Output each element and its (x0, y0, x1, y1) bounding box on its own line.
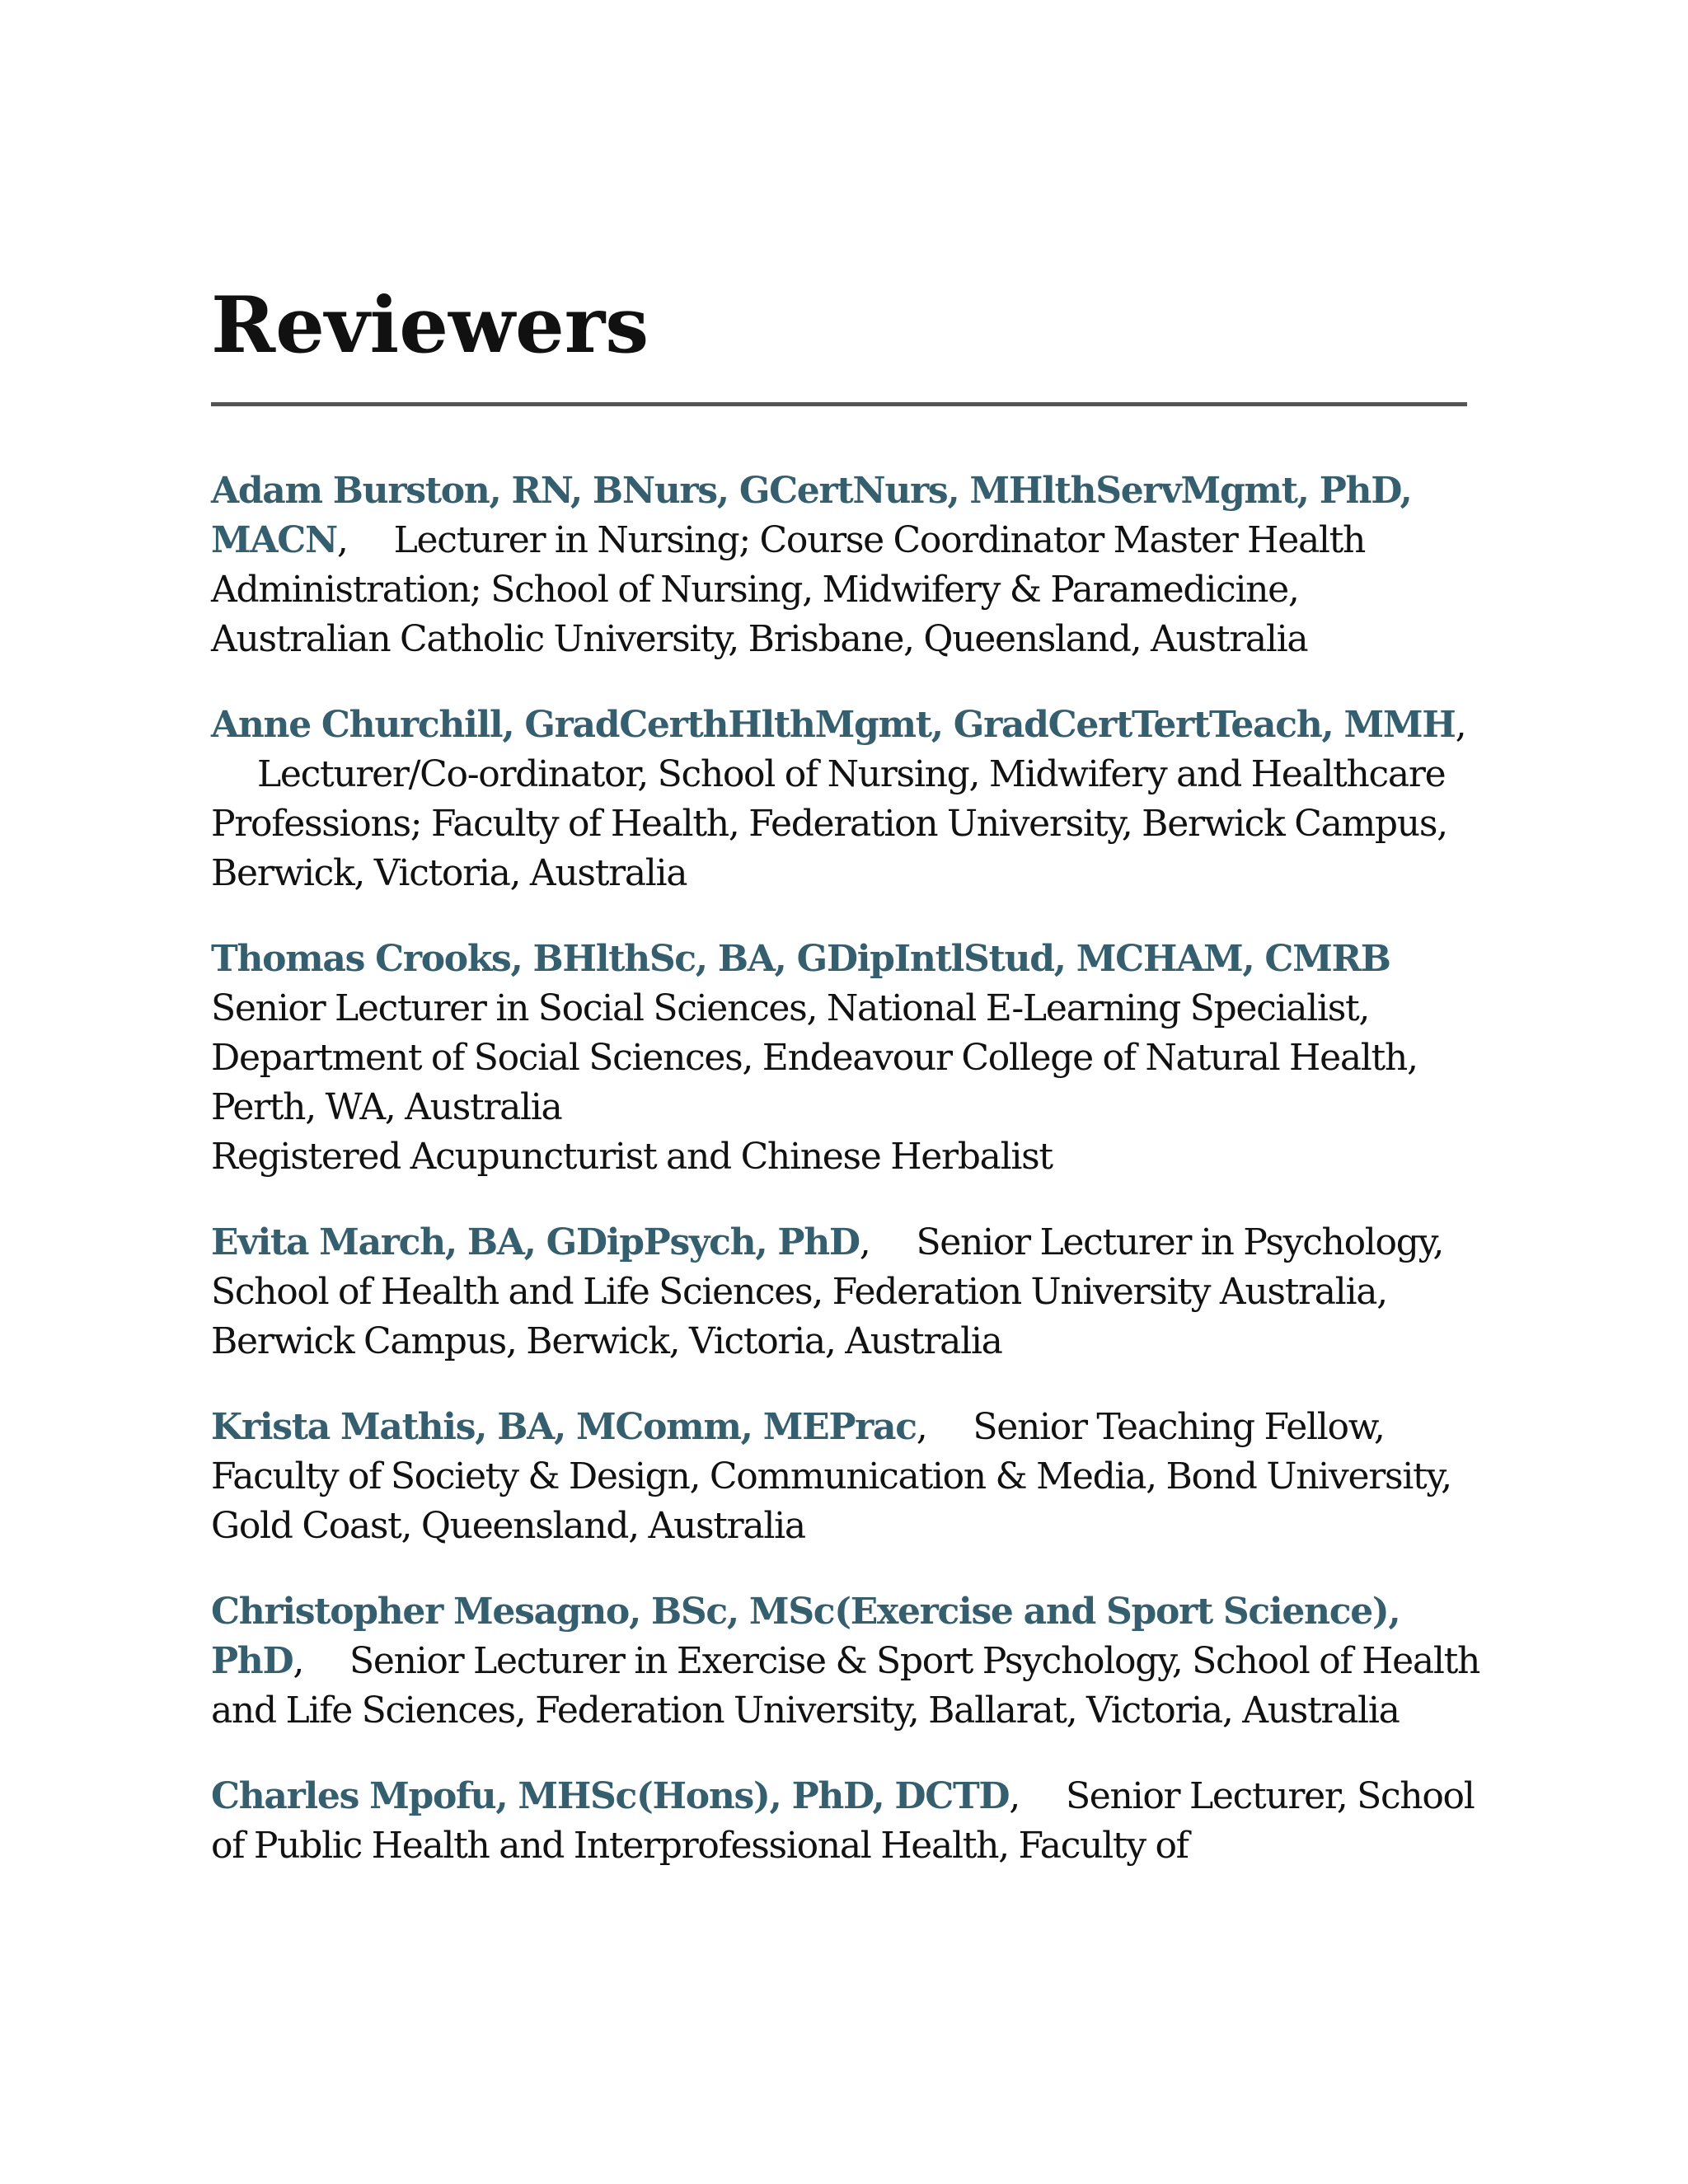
reviewer-name: Krista Mathis, BA, MComm, MEPrac (211, 1406, 917, 1448)
reviewer-name: Christopher Mesagno, BSc, MSc(Exercise and Sport Science), PhD (211, 1591, 1400, 1682)
reviewer-name: Anne Churchill, GradCerthHlthMgmt, GradCertTertTeach, MMH (211, 704, 1456, 746)
reviewer-name: Evita March, BA, GDipPsych, PhD (211, 1221, 860, 1263)
reviewer-entry (211, 1403, 1480, 1551)
title-divider (211, 402, 1467, 406)
reviewer-affiliation: Senior Lecturer, School of Public Health and Interprofessional Health, Faculty of (211, 1775, 1475, 1867)
reviewer-separator: , (293, 1640, 304, 1682)
reviewer-list (211, 466, 1480, 1907)
reviewer-extra-note: Registered Acupuncturist and Chinese Herbalist (211, 1136, 1053, 1178)
reviewer-separator: , (916, 1406, 927, 1448)
reviewer-separator: , (859, 1221, 870, 1263)
reviewer-separator: , (1009, 1775, 1020, 1817)
reviewer-entry (211, 1587, 1480, 1736)
reviewer-entry (211, 466, 1480, 664)
reviewer-affiliation: Senior Lecturer in Social Sciences, National E-Learning Specialist, Department of Social Sciences, Endeavour College of Natural Health, Perth, WA, Australia (211, 987, 1418, 1128)
reviewer-name: Thomas Crooks, BHlthSc, BA, GDipIntlStud, MCHAM, CMRB (211, 938, 1390, 980)
reviewer-affiliation: Senior Lecturer in Exercise & Sport Psychology, School of Health and Life Sciences, Federation University, Ballarat, Victoria, Australia (211, 1640, 1480, 1732)
reviewer-entry (211, 935, 1480, 1182)
page-title: Reviewers (211, 280, 649, 371)
reviewer-name: Charles Mpofu, MHSc(Hons), PhD, DCTD (211, 1775, 1010, 1817)
reviewer-entry (211, 1218, 1480, 1366)
reviewer-entry (211, 1772, 1480, 1871)
reviewer-affiliation: Lecturer/Co-ordinator, School of Nursing, Midwifery and Healthcare Professions; Faculty of Health, Federation University, Berwick Campus, Berwick, Victoria, Australia (211, 753, 1447, 894)
reviewer-affiliation: Senior Lecturer in Psychology, School of Health and Life Sciences, Federation University Australia, Berwick Campus, Berwick, Victoria, Australia (211, 1221, 1444, 1362)
reviewer-separator: , (336, 519, 348, 561)
reviewer-affiliation: Senior Teaching Fellow, Faculty of Society & Design, Communication & Media, Bond University, Gold Coast, Queensland, Australia (211, 1406, 1451, 1547)
reviewer-entry (211, 701, 1480, 898)
reviewer-affiliation: Lecturer in Nursing; Course Coordinator Master Health Administration; School of Nursing, Midwifery & Paramedicine, Australian Catholic University, Brisbane, Queensland, Australia (211, 519, 1366, 660)
reviewer-separator: , (1455, 704, 1466, 746)
reviewer-name: Adam Burston, RN, BNurs, GCertNurs, MHlthServMgmt, PhD, MACN (211, 470, 1412, 561)
